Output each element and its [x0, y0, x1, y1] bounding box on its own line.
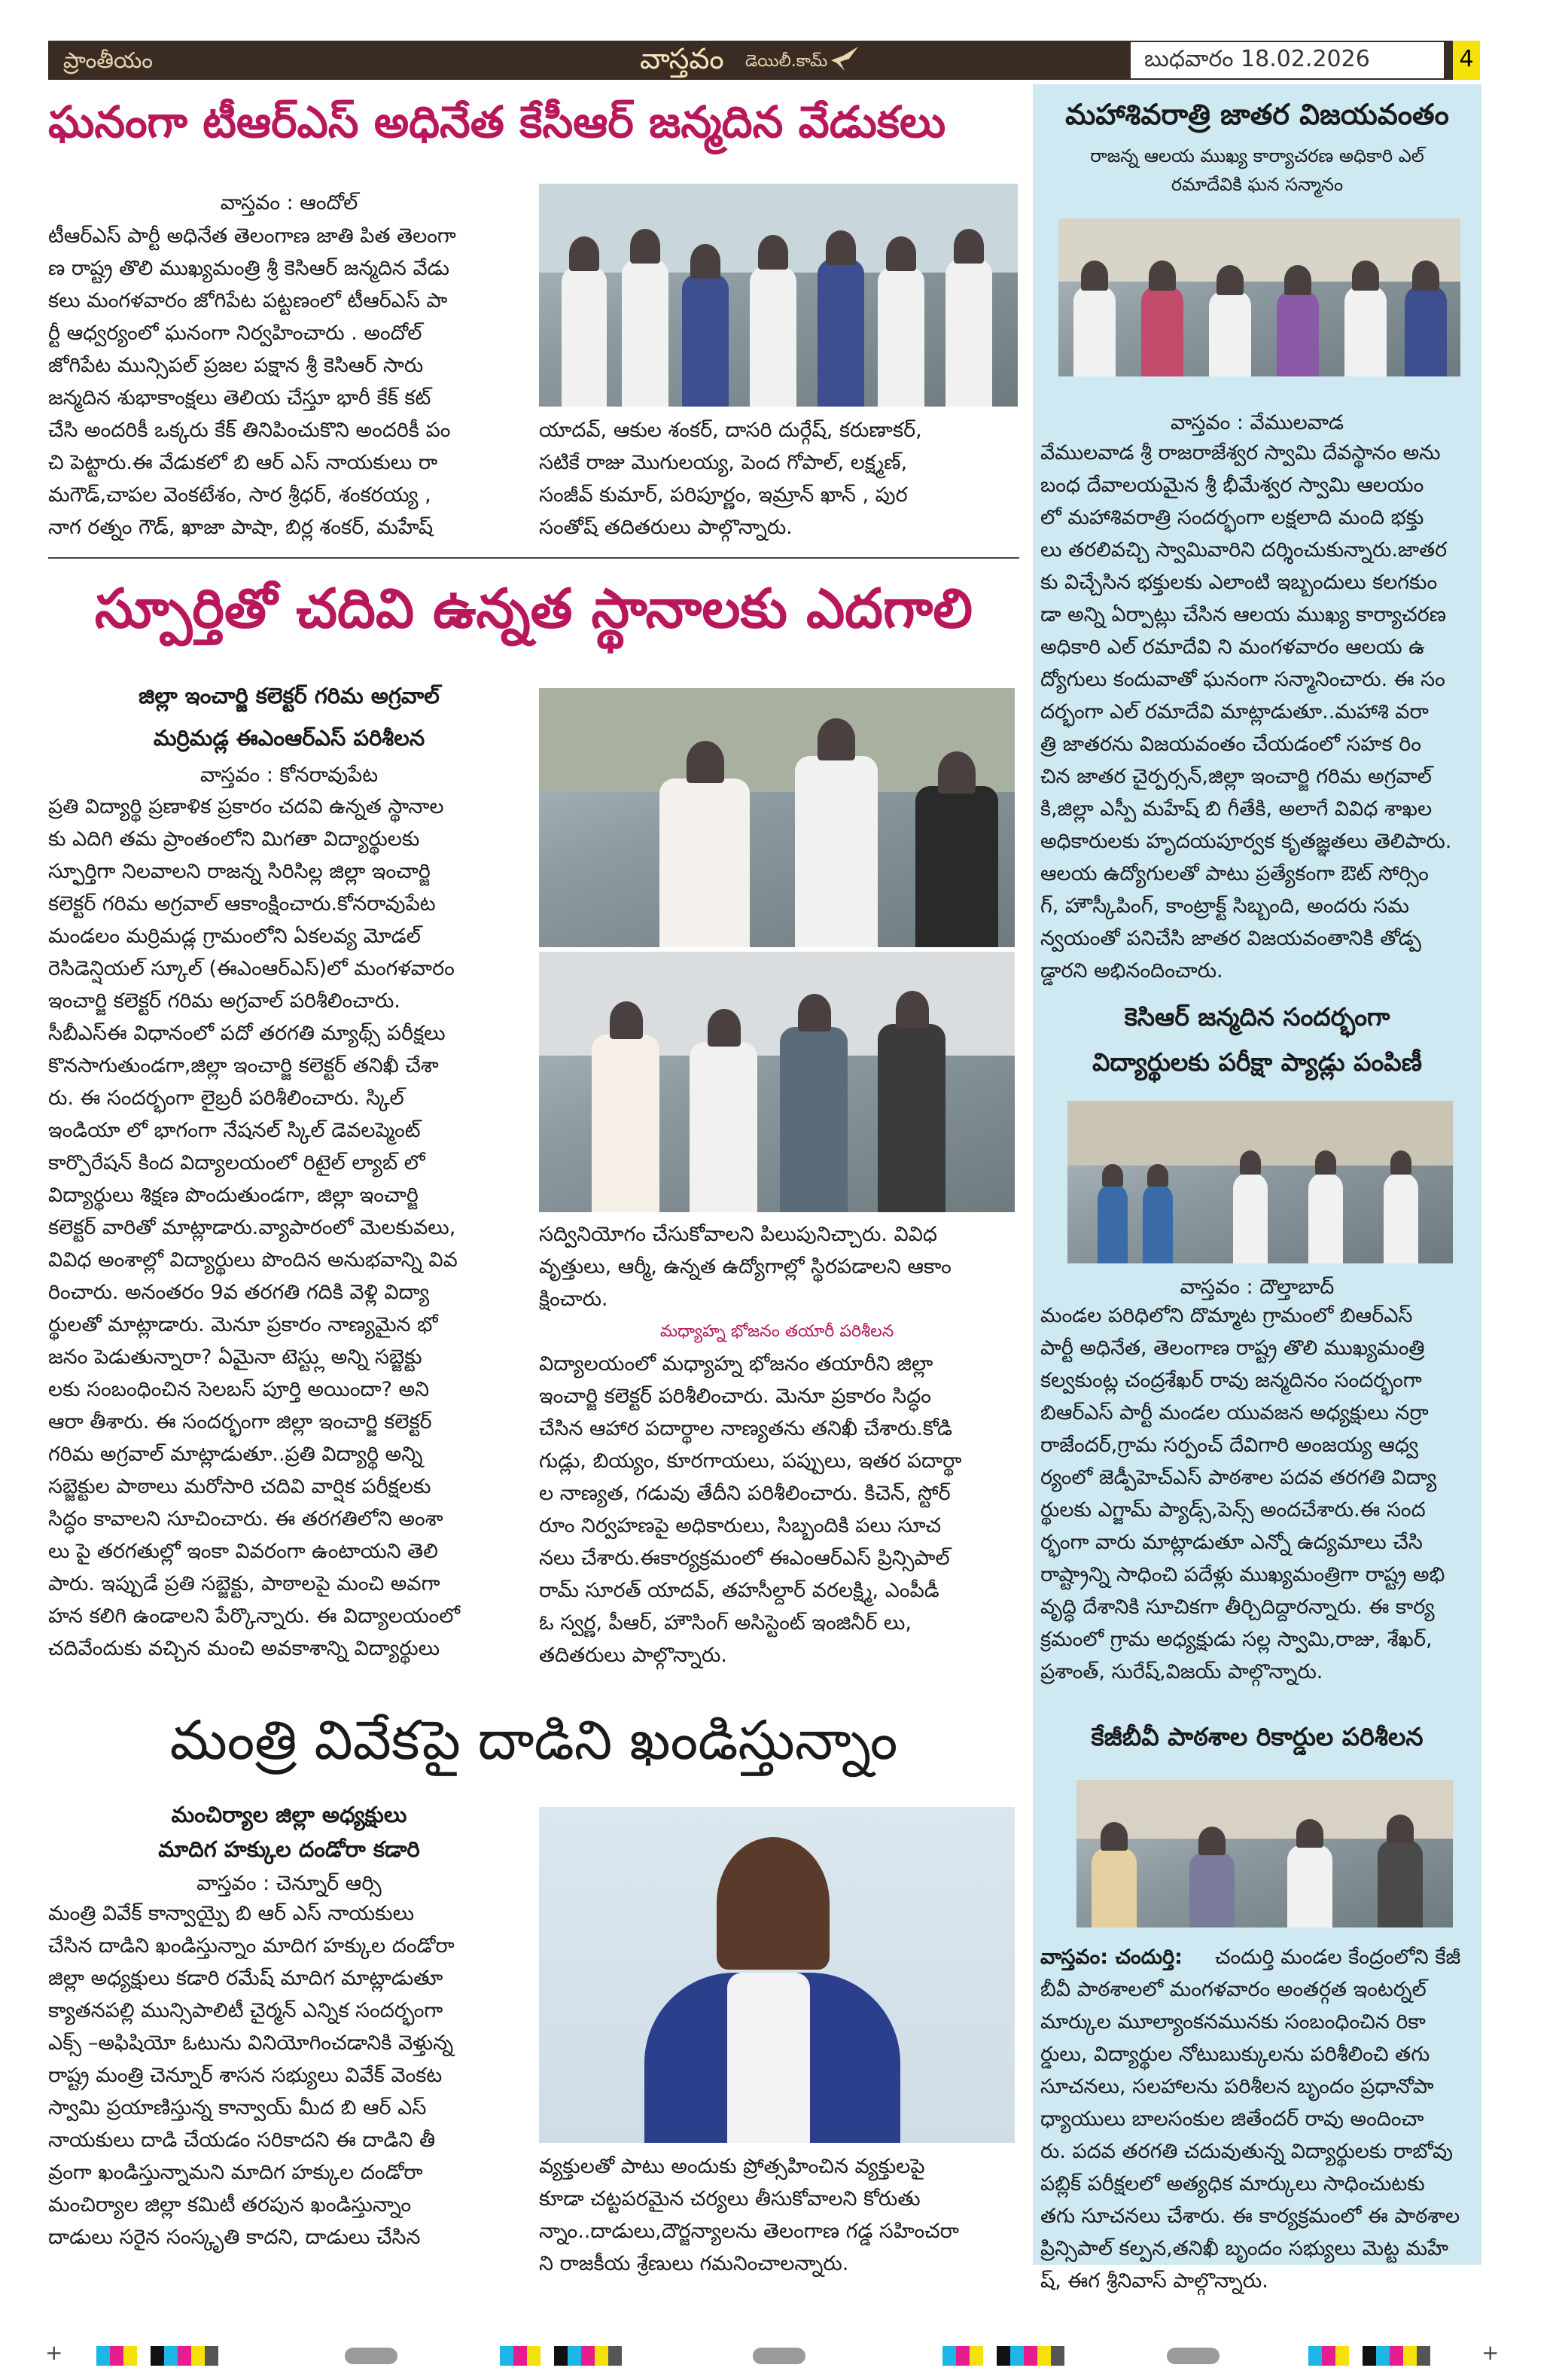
story5-body: మండల పరిధిలోని దొమ్మాట గ్రామంలో బిఆర్ఎస్ పార్టీ అధినేత, తెలంగాణ రాష్ట్ర తొలి ముఖ్యమంత్రి కల్వకుంట్ల చంద్రశేఖర్ రావు జన్మదినం సందర్భంగా బిఆర్ఎస్ పార్టీ మండల యువజన అధ్యక్షులు నర్రా రాజేందర్,గ్రామ సర్పంచ్ దేవిగారి అంజయ్య ఆధ్వ ర్యంలో జెడ్పీహెచ్ఎస్ పాఠశాల పదవ తరగతి విద్యా ర్థులకు ఎగ్జామ్ ప్యాడ్స్,పెన్స్ అందచేశారు.ఈ సంద ర్భంగా వారు మాట్లాడుతూ ఎన్నో ఉద్యమాలు చేసి రాష్ట్రాన్ని సాధించి పదేళ్లు ముఖ్యమంత్రిగా రాష్ట్ర అభి వృద్ధి దేశానికి సూచికగా తీర్చిదిద్దారన్నారు. ఈ కార్య క్రమంలో గ్రామ అధ్యక్షుడు సల్ల స్వామి,రాజు, శేఖర్, ప్రశాంత్, సురేష్,విజయ్ పాల్గొన్నారు. — [1040, 1304, 1445, 1684]
divider — [48, 557, 1019, 559]
story5-headline-2: విద్యార్థులకు పరీక్షా ప్యాడ్లు పంపిణీ — [1092, 1047, 1422, 1077]
story1-photo — [539, 184, 1018, 407]
crop-mark: + — [45, 2340, 63, 2365]
story1-dateline: వాస్తవం : ఆందోల్ — [220, 191, 358, 215]
story6-photo — [1076, 1780, 1453, 1927]
story4-dateline: వాస్తవం : వేములవాడ — [1170, 411, 1344, 434]
registration-pill — [1167, 2348, 1220, 2364]
story2-body-right: సద్వినియోగం చేసుకోవాలని పిలుపునిచ్చారు. వివిధ వృత్తులు, ఆర్మీ, ఉన్నత ఉద్యోగాల్లో స్థిరపడాలని ఆకాం క్షించారు. — [539, 1223, 952, 1311]
story4-body: వేములవాడ శ్రీ రాజరాజేశ్వర స్వామి దేవస్థానం అను బంధ దేవాలయమైన శ్రీ భీమేశ్వర స్వామి ఆలయం లో మహాశివరాత్రి సందర్భంగా లక్షలాది మంది భక్తు లు తరలివచ్చి స్వామివారిని దర్శించుకున్నారు.జాతర కు విచ్చేసిన భక్తులకు ఎలాంటి ఇబ్బందులు కలగకుం డా అన్ని ఏర్పాట్లు చేసిన ఆలయ ముఖ్య కార్యాచరణ అధికారి ఎల్ రమాదేవి ని మంగళవారం ఆలయ ఉ ద్యోగులు కందువాతో ఘనంగా సన్మానించారు. ఈ సం దర్భంగా ఎల్ రమాదేవి మాట్లాడుతూ..మహాశి వరా త్రి జాతరను విజయవంతం చేయడంలో సహక రిం చిన జాతర చైర్పర్సన్,జిల్లా ఇంచార్జి గరిమ అగ్రవాల్ కి,జిల్లా ఎస్పీ మహేష్ బి గీతేకి, అలాగే వివిధ శాఖల అధికారులకు హృదయపూర్వక కృతజ్ఞతలు తెలిపారు. ఆలయ ఉద్యోగులతో పాటు ప్రత్యేకంగా ఔట్ సోర్సిం గ్, హౌస్కీపింగ్, కాంట్రాక్ట్ సిబ్బంది, అందరు సమ న్వయంతో పనిచేసి జాతర విజయవంతానికి తోడ్ప డ్డారని అభినందించారు. — [1040, 441, 1452, 983]
story6-body: చందుర్తి మండల కేంద్రంలోని కేజీ బీవీ పాఠశాలలో మంగళవారం అంతర్గత ఇంటర్నల్ మార్కుల మూల్యాంకనమునకు సంబంధించిన రికా ర్డులు, విద్యార్థుల నోటుబుక్కులను పరిశీలించి తగు సూచనలు, సలహాలను పరిశీలన బృందం ప్రధానోపా ధ్యాయులు బాలసంకుల జితేందర్ రావు అందించా రు. పదవ తరగతి చదువుతున్న విద్యార్థులకు రాబోవు పబ్లిక్ పరీక్షలలో అత్యధిక మార్కులు సాధించుటకు తగు సూచనలు చేశారు. ఈ కార్యక్రమంలో ఈ పాఠశాల ప్రిన్సిపాల్ కల్పన,తనిఖీ బృందం సభ్యులు మెట్ట మహే ష్, ఈగ శ్రీనివాస్ పాల్గొన్నారు. — [1040, 1946, 1461, 2293]
story5-dateline: వాస్తవం : దౌల్తాబాద్ — [1180, 1275, 1335, 1299]
story1-body-left: టీఆర్ఎస్ పార్టీ అధినేత తెలంగాణ జాతి పిత తెలంగా ణ రాష్ట్ర తొలి ముఖ్యమంత్రి శ్రీ కెసిఆర్ జన్మదిన వేడు కలు మంగళవారం జోగిపేట పట్టణంలో టీఆర్ఎస్ పా ర్టీ ఆధ్వర్యంలో ఘనంగా నిర్వహించారు . అందోల్ జోగిపేట మున్సిపల్ ప్రజల పక్షాన శ్రీ కెసిఆర్ సారు జన్మదిన శుభాకాంక్షలు తెలియ చేస్తూ భారీ కేక్ కట్ చేసి అందరికీ ఒక్కరు కేక్ తినిపించుకొని అందరికీ పం చి పెట్టారు.ఈ వేడుకలో బి ఆర్ ఎస్ నాయకులు రా మగౌడ్,చాపల వెంకటేశం, సార శ్రీధర్, శంకరయ్య , నాగ రత్నం గౌడ్, ఖాజా పాషా, బిర్ల శంకర్, మహేష్ — [48, 224, 456, 539]
story2-body-right-2: విద్యాలయంలో మధ్యాహ్న భోజనం తయారీని జిల్లా ఇంచార్జి కలెక్టర్ పరిశీలించారు. మెనూ ప్రకారం సిద్ధం చేసిన ఆహార పదార్థాల నాణ్యతను తనిఖీ చేశారు.కోడి గుడ్లు, బియ్యం, కూరగాయలు, పప్పులు, ఇతర పదార్థా ల నాణ్యత, గడువు తేదీని పరిశీలించారు. కిచెన్, స్టోర్ రూం నిర్వహణపై అధికారులు, సిబ్బందికి పలు సూచ నలు చేశారు.ఈకార్యక్రమంలో ఈఎంఆర్ఎస్ ప్రిన్సిపాల్ రామ్ సూరత్ యాదవ్, తహసీల్దార్ వరలక్ష్మి, ఎంపీడీ ఓ స్వర్ణ, పీఆర్, హౌసింగ్ అసిస్టెంట్ ఇంజినీర్ లు, తదితరులు పాల్గొన్నారు. — [539, 1352, 962, 1667]
paper-name: వాస్తవం — [640, 42, 724, 75]
story3-portrait — [539, 1807, 1015, 2143]
color-bar — [96, 2346, 218, 2366]
story4-headline: మహాశివరాత్రి జాతర విజయవంతం — [1065, 98, 1449, 131]
story4-photo — [1058, 218, 1460, 376]
section-label: ప్రాంతీయం — [63, 47, 153, 73]
crop-mark: + — [1481, 2340, 1500, 2365]
story2-body-left: ప్రతి విద్యార్థి ప్రణాళిక ప్రకారం చదవి ఉన్నత స్థానాల కు ఎదిగి తమ ప్రాంతంలోని మిగతా విద్యార్థులకు స్ఫూర్తిగా నిలవాలని రాజన్న సిరిసిల్ల జిల్లా ఇంచార్జి కలెక్టర్ గరిమ అగ్రవాల్ ఆకాంక్షించారు.కోనరావుపేట మండలం మర్రిమడ్ల గ్రామంలోని ఏకలవ్య మోడల్ రెసిడెన్షియల్ స్కూల్ (ఈఎంఆర్ఎస్)లో మంగళవారం ఇంచార్జి కలెక్టర్ గరిమ అగ్రవాల్ పరిశీలించారు. సీబీఎస్ఈ విధానంలో పదో తరగతి మ్యాథ్స్ పరీక్షలు కొనసాగుతుండగా,జిల్లా ఇంచార్జి కలెక్టర్ తనిఖీ చేశా రు. ఈ సందర్భంగా లైబ్రరీ పరిశీలించారు. స్కిల్ ఇండియా లో భాగంగా నేషనల్ స్కిల్ డెవలప్మెంట్ కార్పొరేషన్ కింద విద్యాలయంలో రిటైల్ ల్యాబ్ లో విద్యార్థులు శిక్షణ పొందుతుండగా, జిల్లా ఇంచార్జి కలెక్టర్ వారితో మాట్లాడారు.వ్యాపారంలో మెలకువలు, వివిధ అంశాల్లో విద్యార్థులు పొందిన అనుభవాన్ని వివ రించారు. అనంతరం 9వ తరగతి గదికి వెళ్లి విద్యా ర్థులతో మాట్లాడారు. మెనూ ప్రకారం నాణ్యమైన భో జనం పెడుతున్నారా? ఏమైనా టెస్ట్లు అన్ని సబ్జెక్టు లకు సంబంధించిన సెలబస్ పూర్తి అయిందా? అని ఆరా తీశారు. ఈ సందర్భంగా జిల్లా ఇంచార్జి కలెక్టర్ గరిమ అగ్రవాల్ మాట్లాడుతూ..ప్రతి విద్యార్థి అన్ని సబ్జెక్టుల పాఠాలు మరోసారి చదివి వార్షిక పరీక్షలకు సిద్ధం కావాలని సూచించారు. ఈ తరగతిలోని అంశా లు పై తరగతుల్లో ఇంకా వివరంగా ఉంటాయని తెలి పారు. ఇప్పుడే ప్రతి సబ్జెక్టు, పాఠాలపై మంచి అవగా హన కలిగి ఉండాలని పేర్కొన్నారు. ఈ విద్యాలయంలో చదివేందుకు వచ్చిన మంచి అవకాశాన్ని విద్యార్థులు — [48, 795, 461, 1660]
story2-photo-2 — [539, 952, 1015, 1212]
page-number: 4 — [1459, 46, 1474, 72]
color-bar — [942, 2346, 1064, 2366]
story3-subhead-1: మంచిర్యాల జిల్లా అధ్యక్షులు — [171, 1802, 407, 1827]
paper-subtitle: డెయిలీ.కామ్ — [745, 52, 828, 71]
registration-pill — [753, 2348, 805, 2364]
story3-body-right: వ్యక్తులతో పాటు అందుకు ప్రోత్సహించిన వ్యక్తులపై కూడా చట్టపరమైన చర్యలు తీసుకోవాలని కోరుతు న్నాం..దాడులు,దౌర్జన్యాలను తెలంగాణ గడ్డ సహించరా ని రాజకీయ శ్రేణులు గమనించాలన్నారు. — [539, 2155, 959, 2275]
story3-body-left: మంత్రి వివేక్ కాన్వాయ్పై బి ఆర్ ఎస్ నాయకులు చేసిన దాడిని ఖండిస్తున్నాం మాదిగ హక్కుల దండోరా జిల్లా అధ్యక్షులు కడారి రమేష్ మాదిగ మాట్లాడుతూ క్యాతనపల్లి మున్సిపాలిటీ చైర్మన్ ఎన్నిక సందర్భంగా ఎక్స్ –అఫిషియో ఓటును వినియోగించడానికి వెళ్తున్న రాష్ట్ర మంత్రి చెన్నూర్ శాసన సభ్యులు వివేక్ వెంకట స్వామి ప్రయాణిస్తున్న కాన్వాయ్ మీద బి ఆర్ ఎస్ నాయకులు దాడి చేయడం సరికాదని ఈ దాడిని తీ వ్రంగా ఖండిస్తున్నామని మాదిగ హక్కుల దండోరా మంచిర్యాల జిల్లా కమిటీ తరపున ఖండిస్తున్నాం దాడులు సరైన సంస్కృతి కాదని, దాడులు చేసిన — [48, 1902, 455, 2249]
bird-logo-icon — [830, 45, 860, 72]
story5-headline-1: కెసిఆర్ జన్మదిన సందర్భంగా — [1124, 1002, 1390, 1032]
story2-photo-1 — [539, 688, 1015, 947]
issue-date: బుధవారం 18.02.2026 — [1144, 46, 1370, 72]
story3-headline: మంత్రి వివేకపై దాడిని ఖండిస్తున్నాం — [169, 1708, 898, 1772]
story2-subhead-1: జిల్లా ఇంచార్జి కలెక్టర్ గరిమ అగ్రవాల్ — [139, 683, 440, 709]
story1-headline: ఘనంగా టీఆర్ఎస్ అధినేత కేసీఆర్ జన్మదిన వేడుకలు — [48, 96, 946, 148]
story2-dateline: వాస్తవం : కోనరావుపేట — [199, 763, 379, 787]
story5-photo — [1067, 1101, 1453, 1263]
story4-subhead: రాజన్న ఆలయ ముఖ్య కార్యాచరణ అధికారి ఎల్ రమాదేవికి ఘన సన్మానం — [1090, 145, 1424, 195]
story2-headline: స్పూర్తితో చదివి ఉన్నత స్థానాలకు ఎదగాలి — [94, 577, 973, 640]
story6-dateline: వాస్తవం: చందుర్తి: — [1040, 1946, 1183, 1969]
story3-subhead-2: మాదిగ హక్కుల దండోరా కడారి — [158, 1836, 420, 1862]
story1-body-right: యాదవ్, ఆకుల శంకర్, దాసరి దుర్గేష్, కరుణాకర్, సటికే రాజు మొగులయ్య, పెంద గోపాల్, లక్ష్మణ్, సంజీవ్ కుమార్, పరిపూర్ణం, ఇమ్రాన్ ఖాన్ , పుర సంతోష్ తదితరులు పాల్గొన్నారు. — [539, 419, 922, 539]
story2-inner-head: మధ్యాహ్న భోజనం తయారీ పరిశీలన — [659, 1322, 894, 1341]
story3-dateline: వాస్తవం : చెన్నూర్ ఆర్సి — [196, 1872, 382, 1895]
story6-headline: కేజీబీవీ పాఠశాల రికార్డుల పరిశీలన — [1091, 1722, 1424, 1751]
color-bar — [500, 2346, 622, 2366]
registration-pill — [345, 2348, 397, 2364]
color-bar — [1308, 2346, 1430, 2366]
story2-subhead-2: మర్రిమడ్ల ఈఎంఆర్ఎస్ పరిశీలన — [153, 725, 425, 751]
